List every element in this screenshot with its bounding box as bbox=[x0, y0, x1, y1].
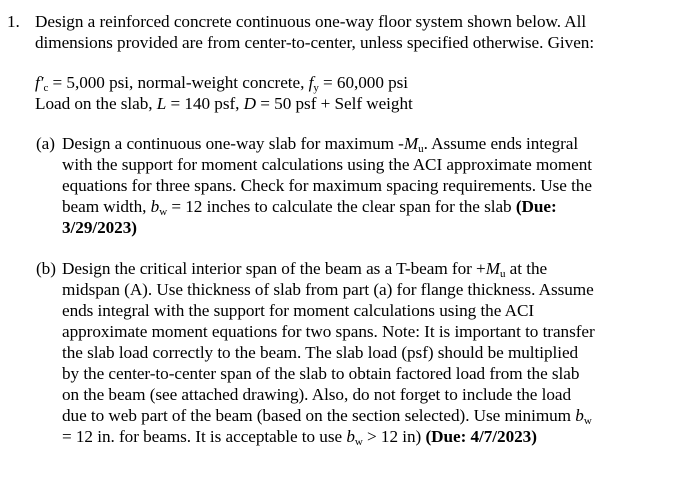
part-b-line-6: by the center-to-center span of the slab to obtain factored load from the slab bbox=[62, 364, 580, 383]
bw-symbol: b bbox=[346, 427, 355, 446]
bw-subscript: w bbox=[159, 206, 168, 218]
live-load-value: = 140 psf, bbox=[166, 94, 244, 113]
part-b-text: = 12 in. for beams. It is acceptable to use bbox=[62, 427, 347, 446]
load-prefix: Load on the slab, bbox=[35, 94, 157, 113]
part-b-line-4: approximate moment equations for two spans. Note: It is important to transfer bbox=[62, 322, 595, 341]
dead-load-value: = 50 psf + Self weight bbox=[256, 94, 413, 113]
part-b-line-1 bbox=[62, 259, 547, 279]
part-a-line-2: with the support for moment calculations using the ACI approximate moment bbox=[62, 155, 593, 174]
fy-value: = 60,000 psi bbox=[318, 73, 409, 92]
part-a-line-1 bbox=[62, 134, 578, 154]
bw-symbol: b bbox=[575, 406, 584, 425]
problem-number: 1. bbox=[7, 12, 20, 31]
part-b-text: Design the critical interior span of the beam as a T-beam for + bbox=[62, 259, 486, 278]
bw-subscript: w bbox=[354, 436, 363, 448]
mu-symbol: M bbox=[403, 134, 419, 153]
part-b-line-7: on the beam (see attached drawing). Also, do not forget to include the load bbox=[62, 385, 572, 404]
part-a-due-label: (Due: bbox=[515, 197, 557, 216]
given-slab-loads bbox=[35, 94, 413, 114]
part-b-due-date: (Due: 4/7/2023) bbox=[425, 427, 537, 446]
part-a-due-date: 3/29/2023) bbox=[62, 218, 137, 237]
fy-symbol: f bbox=[308, 73, 314, 92]
part-b-line-9 bbox=[62, 427, 537, 447]
fc-subscript: c bbox=[43, 82, 49, 94]
part-b-text: at the bbox=[505, 259, 548, 278]
part-a-line-3: equations for three spans. Check for maximum spacing requirements. Use the bbox=[62, 176, 592, 195]
part-a-line-4 bbox=[62, 197, 557, 217]
fc-symbol: f′ bbox=[35, 73, 44, 92]
bw-symbol: b bbox=[150, 197, 160, 216]
dead-load-symbol: D bbox=[243, 94, 257, 113]
part-b-text: > 12 in) bbox=[362, 427, 426, 446]
part-b-text: due to web part of the beam (based on the section selected). Use minimum bbox=[62, 406, 576, 425]
fy-subscript: y bbox=[313, 82, 319, 94]
part-b-line-2: midspan (A). Use thickness of slab from part (a) for flange thickness. Assume bbox=[62, 280, 594, 299]
intro-line-1: Design a reinforced concrete continuous one-way floor system shown below. All bbox=[35, 12, 587, 31]
part-a-text: beam width, bbox=[62, 197, 151, 216]
part-a-text: Design a continuous one-way slab for maximum - bbox=[62, 134, 404, 153]
part-b-line-3: ends integral with the support for moment calculations using the ACI bbox=[62, 301, 535, 320]
part-a-line-5 bbox=[62, 218, 137, 238]
part-a-text: . Assume ends integral bbox=[423, 134, 579, 153]
part-b-line-5: the slab load correctly to the beam. The slab load (psf) should be multiplied bbox=[62, 343, 579, 362]
live-load-symbol: L bbox=[156, 94, 167, 113]
intro-line-2: dimensions provided are from center-to-center, unless specified otherwise. Given: bbox=[35, 33, 595, 52]
part-a-label: (a) bbox=[36, 134, 55, 153]
part-b-label: (b) bbox=[36, 259, 56, 278]
mu-subscript: u bbox=[499, 268, 506, 280]
bw-subscript: w bbox=[583, 415, 592, 427]
mu-subscript: u bbox=[418, 143, 424, 155]
mu-symbol: M bbox=[485, 259, 500, 278]
given-material-properties bbox=[35, 73, 408, 93]
part-a-text: = 12 inches to calculate the clear span for the slab bbox=[167, 197, 516, 216]
fc-value: = 5,000 psi, normal-weight concrete, bbox=[48, 73, 309, 92]
part-b-line-8 bbox=[62, 406, 592, 426]
